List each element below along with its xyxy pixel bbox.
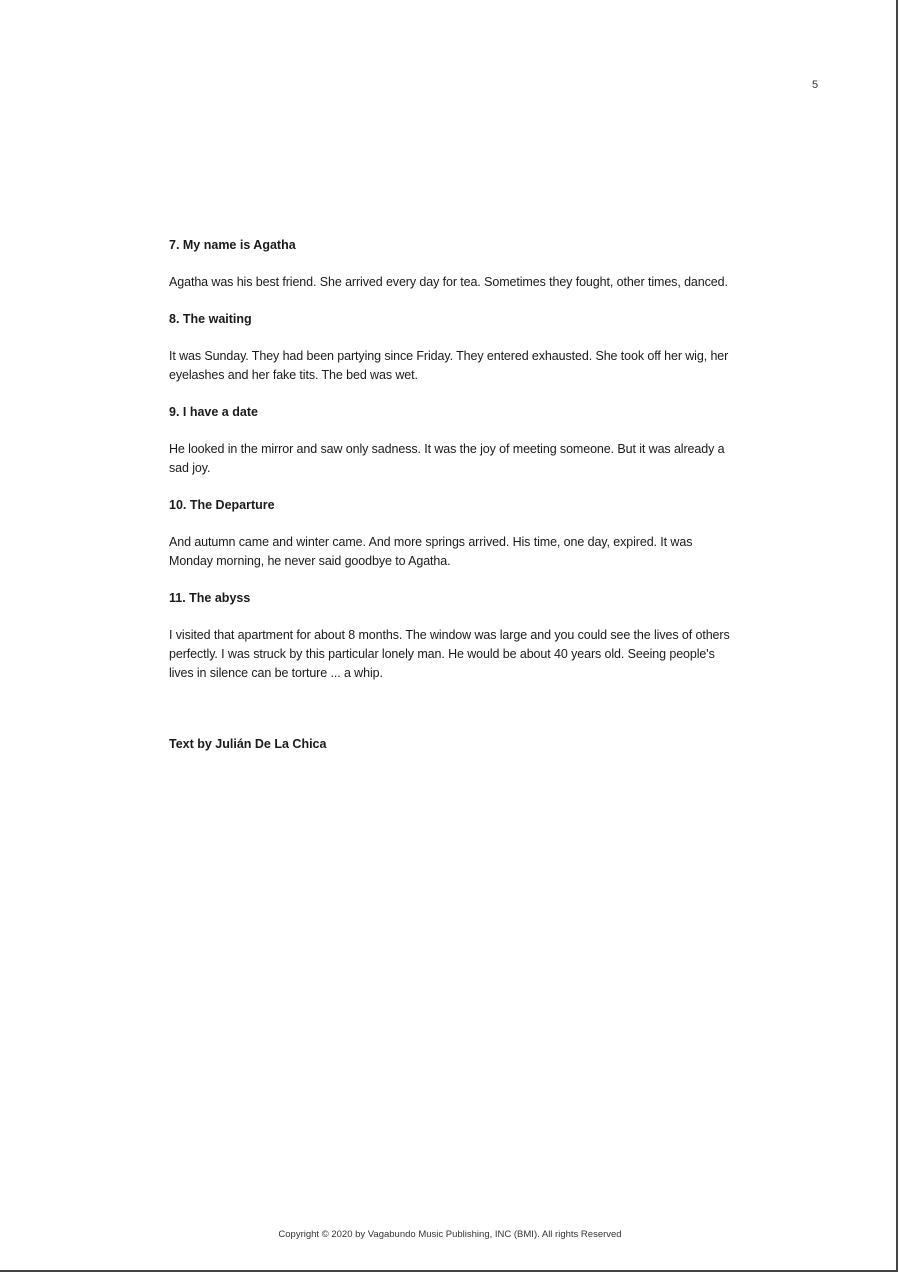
section-body: It was Sunday. They had been partying since Friday. They entered exhausted. She took off her wig, her eyelashes and her fake tits. The bed was wet.	[169, 349, 729, 382]
author-credit: Text by Julián De La Chica	[169, 737, 327, 751]
section-10	[169, 496, 739, 571]
section-body: I visited that apartment for about 8 months. The window was large and you could see the lives of others perfectly. I was struck by this particular lonely man. He would be about 40 years old. Seeing people's lives in silence can be torture ... a whip.	[169, 628, 730, 680]
section-7	[169, 236, 739, 292]
page-number: 5	[812, 79, 819, 91]
section-title: 9. I have a date	[169, 405, 258, 419]
page-content	[169, 236, 739, 753]
section-title: 7. My name is Agatha	[169, 238, 296, 252]
copyright-footer: Copyright © 2020 by Vagabundo Music Publishing, INC (BMI). All rights Reserved	[278, 1229, 622, 1240]
section-body: He looked in the mirror and saw only sadness. It was the joy of meeting someone. But it was already a sad joy.	[169, 442, 725, 475]
section-title: 10. The Departure	[169, 498, 275, 512]
section-body: And autumn came and winter came. And more springs arrived. His time, one day, expired. It was Monday morning, he never said goodbye to Agatha.	[169, 535, 693, 568]
section-title: 8. The waiting	[169, 312, 252, 326]
section-title: 11. The abyss	[169, 591, 251, 605]
section-11	[169, 589, 739, 683]
section-9	[169, 403, 739, 478]
section-8	[169, 310, 739, 385]
section-body: Agatha was his best friend. She arrived every day for tea. Sometimes they fought, other times, danced.	[169, 275, 728, 289]
